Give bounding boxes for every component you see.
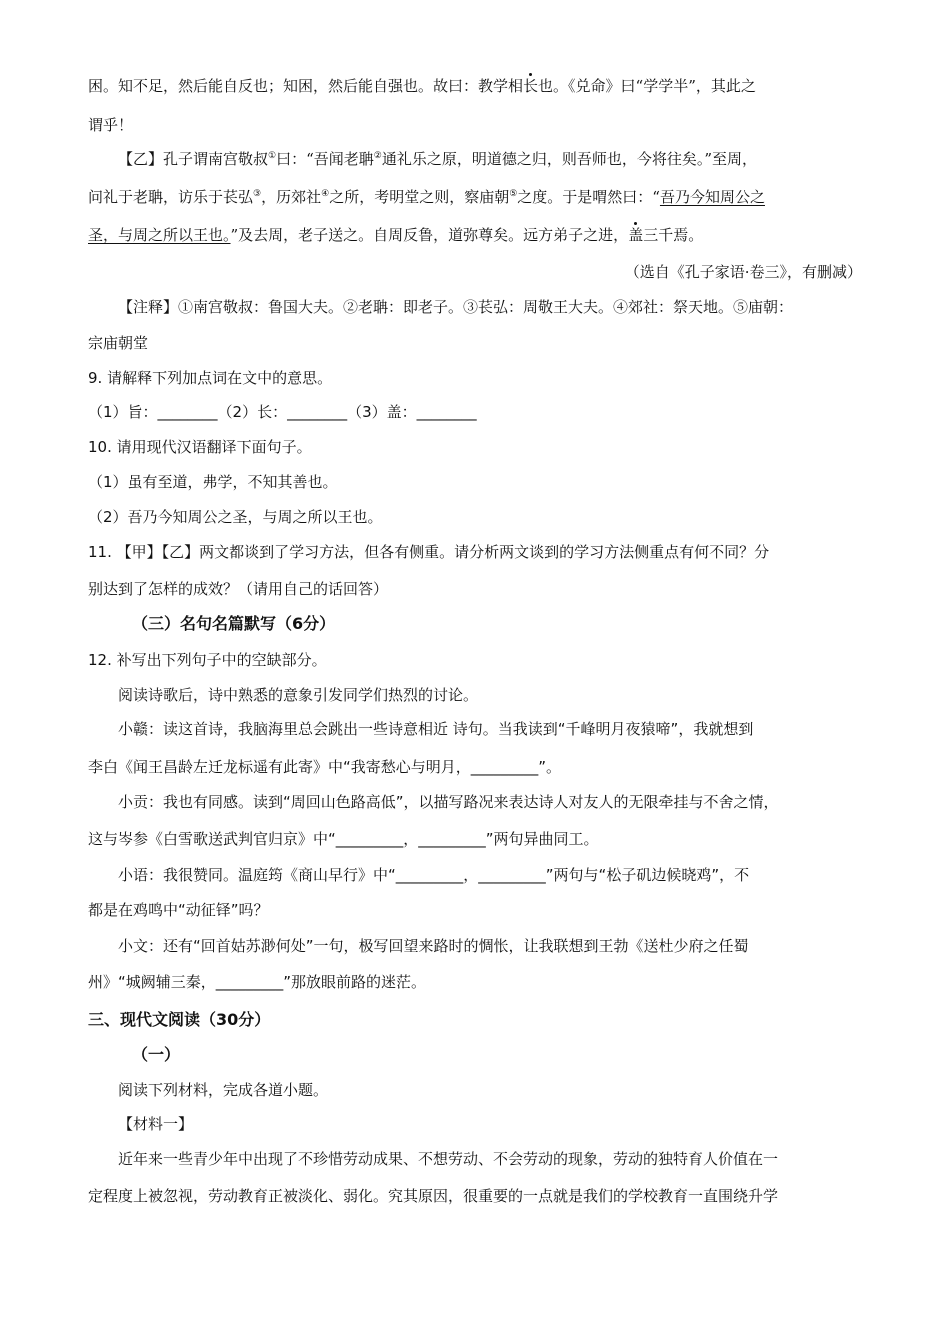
reading-instruction: 阅读下列材料，完成各道小题。: [118, 1081, 329, 1099]
footnote-mark: ④: [321, 189, 330, 199]
material-label: 【材料一】: [118, 1115, 194, 1133]
footnote-mark: ①: [268, 151, 277, 161]
question-12-stem: 12. 补写出下列句子中的空缺部分。: [88, 651, 327, 669]
dialogue-xiaowen-line-1: 小文：还有“回首姑苏渺何处”一句，极写回望来路时的惆怅，让我联想到王勃《送杜少府之任蜀: [118, 937, 749, 955]
section-title-mingju: （三）名句名篇默写（6分）: [132, 614, 336, 633]
passage-yi-line-3: 圣，与周之所以王也。”及去周，老子送之。自周反鲁，道弥尊矣。远方弟子之进，盖三千焉。: [88, 226, 704, 244]
part-title-modern-reading: 三、现代文阅读（30分）: [88, 1010, 271, 1029]
material-line-2: 定程度上被忽视，劳动教育正被淡化、弱化。究其原因，很重要的一点就是我们的学校教育一直围绕升学: [88, 1187, 779, 1205]
dialogue-xiaoyu-line-2: 都是在鸡鸣中“动征铎”吗？: [88, 901, 269, 919]
underlined-sentence: 圣，与周之所以王也。: [88, 226, 231, 244]
passage-jia-line-1: 困。知不足，然后能自反也；知困，然后能自强也。故曰：教学相长也。《兑命》曰“学学半”，其此之: [88, 77, 756, 95]
question-9-stem: 9. 请解释下列加点词在文中的意思。: [88, 369, 333, 387]
notes-line-1: 【注释】①南宫敬叔：鲁国大夫。②老聃：即老子。③苌弘：周敬王大夫。④郊社：祭天地。⑤庙朝：: [118, 298, 794, 316]
dialogue-xiaogan-line-1: 小赣：读这首诗，我脑海里总会跳出一些诗意相近 诗句。当我读到“千峰明月夜猿啼”，我就想到: [118, 720, 754, 738]
question-12-intro: 阅读诗歌后，诗中熟悉的意象引发同学们热烈的讨论。: [118, 686, 479, 704]
question-11-line-2: 别达到了怎样的成效？（请用自己的话回答）: [88, 580, 389, 598]
question-11-line-1: 11. 【甲】【乙】两文都谈到了学习方法，但各有侧重。请分析两文谈到的学习方法侧重点有何不同？分: [88, 543, 770, 561]
question-10-stem: 10. 请用现代汉语翻译下面句子。: [88, 438, 312, 456]
passage-jia-line-2: 谓乎！: [88, 116, 134, 134]
footnote-mark: ②: [373, 151, 382, 161]
passage-yi-line-1: 【乙】孔子谓南宫敬叔①曰：“吾闻老聃②通礼乐之原，明道德之归，则吾师也，今将往矣。”至周，: [118, 150, 758, 168]
dialogue-xiaowen-line-2: 州》“城阙辅三秦，_________”那放眼前路的迷茫。: [88, 973, 427, 991]
dotted-char-gai: 盖: [628, 226, 644, 244]
subsection-label: （一）: [132, 1045, 181, 1064]
source-citation: （选自《孔子家语·卷三》，有删减）: [624, 263, 862, 281]
notes-line-2: 宗庙朝堂: [88, 334, 149, 352]
question-9-items: （1）旨：________（2）长：________（3）盖：________: [88, 403, 477, 421]
underlined-sentence: 吾乃今知周公之: [659, 188, 765, 206]
footnote-mark: ③: [253, 189, 262, 199]
dialogue-xiaogong-line-2: 这与岑参《白雪歌送武判官归京》中“_________，_________”两句异曲同工。: [88, 830, 599, 848]
question-10-sentence-1: （1）虽有至道，弗学，不知其善也。: [88, 473, 338, 491]
footnote-mark: ⑤: [509, 189, 518, 199]
dotted-char-zhang: 长: [523, 77, 539, 95]
dialogue-xiaogong-line-1: 小贡：我也有同感。读到“周回山色路高低”，以描写路况来表达诗人对友人的无限牵挂与不舍之情，: [118, 793, 779, 811]
dialogue-xiaogan-line-2: 李白《闻王昌龄左迁龙标遥有此寄》中“我寄愁心与明月，_________”。: [88, 758, 562, 776]
passage-yi-line-2: 问礼于老聃，访乐于苌弘③，历郊社④之所，考明堂之则，察庙朝⑤之度。于是喟然曰：“吾乃今知周公之: [88, 188, 765, 206]
material-line-1: 近年来一些青少年中出现了不珍惜劳动成果、不想劳动、不会劳动的现象，劳动的独特育人价值在一: [118, 1150, 779, 1168]
dialogue-xiaoyu-line-1: 小语：我很赞同。温庭筠《商山早行》中“_________，_________”两句与“松子矶边候晓鸡”，不: [118, 866, 750, 884]
question-10-sentence-2: （2）吾乃今知周公之圣，与周之所以王也。: [88, 508, 383, 526]
